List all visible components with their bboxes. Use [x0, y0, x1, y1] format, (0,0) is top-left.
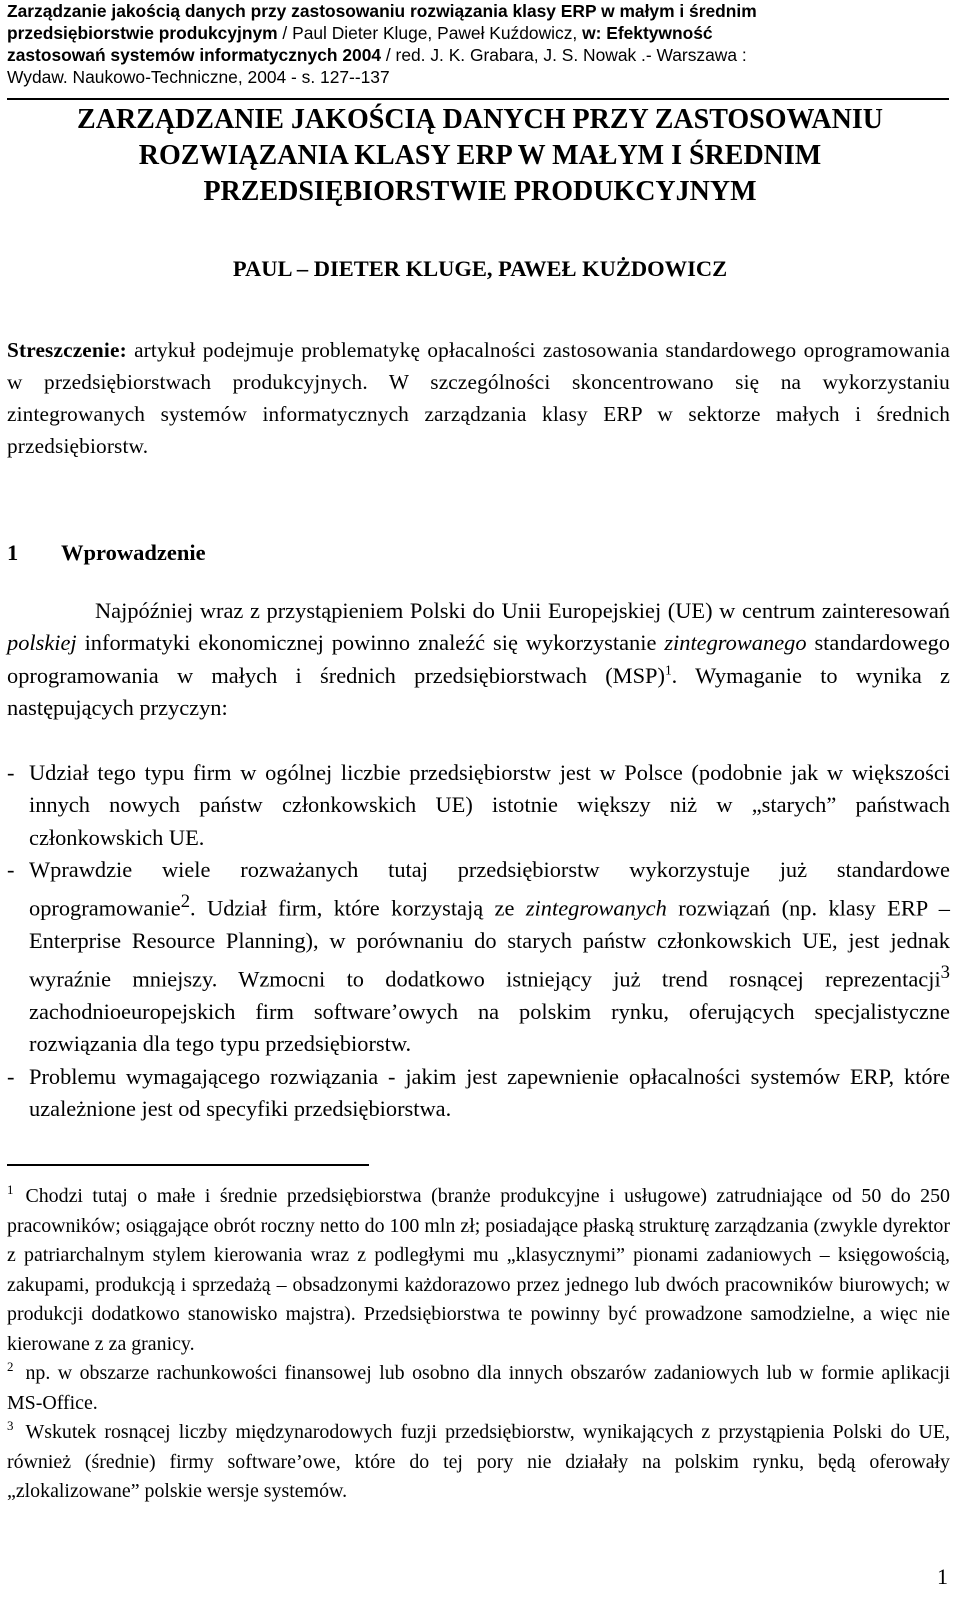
intro-emphasis: zintegrowanego — [664, 630, 807, 656]
citation-in: w: Efektywność — [582, 23, 713, 43]
section-title: Wprowadzenie — [61, 540, 206, 565]
footnote-number: 3 — [7, 1418, 14, 1434]
citation-book-title: zastosowań systemów informatycznych 2004 — [7, 45, 382, 65]
header-rule — [7, 98, 949, 100]
footnote-text: Wskutek rosnącej liczby międzynarodowych fuzji przedsiębiorstw, wynikających z przystąpienia Polski do UE, również (średnie) firmy software’owe, które do tej pory nie działały na polskim rynku, będą oferowały „zlokalizowane” polskie wersje systemów. — [7, 1421, 950, 1502]
citation-header — [7, 0, 952, 88]
footnote-number: 2 — [7, 1359, 14, 1375]
footnote-2 — [7, 1359, 950, 1418]
footnote-ref: 3 — [940, 962, 950, 984]
bullet-emphasis: zintegrowanych — [525, 895, 667, 921]
footnote-ref: 1 — [664, 662, 672, 678]
citation-title: Zarządzanie jakością danych przy zastosowaniu rozwiązania klasy ERP w małym i średnim — [7, 1, 757, 21]
intro-text: . Wymaganie to wynika z następujących przyczyn: — [7, 662, 950, 720]
abstract-text: artykuł podejmuje problematykę opłacalności zastosowania standardowego oprogramowania w przedsiębiorstwach produkcyjnych. W szczególności skoncentrowano się na wykorzystaniu zintegrowanych systemów informatycznych zarządzania klasy ERP w sektorze małych i średnich przedsiębiorstw. — [7, 338, 950, 458]
bullet-text: Problemu wymagającego rozwiązania - jakim jest zapewnienie opłacalności systemów ERP, które uzależnione jest od specyfiki przedsiębiorstwa. — [29, 1063, 950, 1121]
bullet-fragment: . Udział firm, które korzystają ze — [190, 895, 526, 921]
bullet-dash: - — [7, 856, 15, 882]
bullet-fragment: Wprawdzie wiele rozważanych tutaj przedsiębiorstw wykorzystuje już standardowe oprogramowanie — [29, 856, 950, 921]
list-item — [7, 854, 950, 1061]
authors: PAUL – DIETER KLUGE, PAWEŁ KUŻDOWICZ — [232, 256, 728, 281]
intro-emphasis: polskiej — [7, 630, 77, 656]
intro-text: standardowego oprogramowania w małych i średnich przedsiębiorstwach (MSP) — [7, 630, 950, 688]
section-number: 1 — [7, 540, 19, 565]
footnote-text: Chodzi tutaj o małe i średnie przedsiębiorstwa (branże produkcyjne i usługowe) zatrudniające od 50 do 250 pracowników; osiągające obrót roczny netto do 100 mln zł; posiadające płaską strukturę zarządzania (zwykle dyrektor z patriarchalnym stylem kierowania wraz z podległymi mu „klasycznymi” pionami zadaniowych – księgowością, zakupami, produkcją i sprzedażą – obsadzonymi każdorazowo przez jednego lub dwóch pracowników biurowych; w produkcji dodatkowo stanowisko majstra). Przedsiębiorstwa te powinny być prowadzone samodzielne, a więc nie kierowane z za granicy. — [7, 1185, 950, 1355]
page-number: 1 — [937, 1564, 948, 1589]
list-item — [7, 757, 950, 854]
footnote-rule — [7, 1164, 369, 1166]
list-item — [7, 1061, 950, 1126]
intro-text: Najpóźniej wraz z przystąpieniem Polski do Unii Europejskiej (UE) w centrum zainteresowań — [95, 598, 950, 623]
title-line-2: ROZWIĄZANIA KLASY ERP W MAŁYM I ŚREDNIM — [138, 140, 822, 171]
abstract — [7, 334, 950, 462]
bullet-fragment: zachodnioeuropejskich firm software’owych na polskim rynku, oferujących specjalistyczne rozwiązania dla tego typu przedsiębiorstw. — [29, 999, 950, 1057]
footnote-text: np. w obszarze rachunkowości finansowej lub osobno dla innych obszarów zadaniowych lub w formie aplikacji MS-Office. — [7, 1362, 950, 1414]
bullet-fragment: rozwiązań (np. klasy ERP – Enterprise Resource Planning), w porównaniu do starych państw członkowskich UE, jest jednak wyraźnie mniejszy. Wzmocni to dodatkowo istniejący już trend rosnącej reprezentacji — [29, 895, 950, 992]
section-heading — [7, 538, 206, 568]
bullet-text — [29, 854, 950, 1061]
citation-authors: / Paul Dieter Kluge, Paweł Kuźdowicz, — [277, 23, 583, 43]
footnotes — [7, 1182, 950, 1507]
abstract-label: Streszczenie: — [7, 338, 127, 362]
bullet-dash: - — [7, 1063, 15, 1089]
intro-text: informatyki ekonomicznej powinno znaleźć się wykorzystanie — [76, 630, 665, 656]
footnote-1 — [7, 1182, 950, 1359]
bullet-text: Udział tego typu firm w ogólnej liczbie przedsiębiorstw jest w Polsce (podobnie jak w większości innych nowych państw członkowskich UE) istotnie większy niż w „starych” państwach członkowskich UE. — [29, 760, 950, 850]
citation-title-cont: przedsiębiorstwie produkcyjnym — [7, 23, 278, 43]
bullet-dash: - — [7, 760, 15, 785]
title-line-3: PRZEDSIĘBIORSTWIE PRODUKCYJNYM — [203, 176, 757, 207]
title-line-1: ZARZĄDZANIE JAKOŚCIĄ DANYCH PRZY ZASTOSOWANIU — [77, 104, 883, 135]
footnote-3 — [7, 1418, 950, 1507]
citation-editors: / red. J. K. Grabara, J. S. Nowak .- Warszawa : — [381, 45, 747, 65]
footnote-number: 1 — [7, 1182, 14, 1198]
intro-paragraph — [7, 595, 950, 724]
bullet-list — [7, 757, 950, 1125]
footnote-ref: 2 — [180, 891, 191, 913]
citation-publisher: Wydaw. Naukowo-Techniczne, 2004 - s. 127--137 — [7, 67, 390, 87]
paper-title — [0, 102, 960, 210]
